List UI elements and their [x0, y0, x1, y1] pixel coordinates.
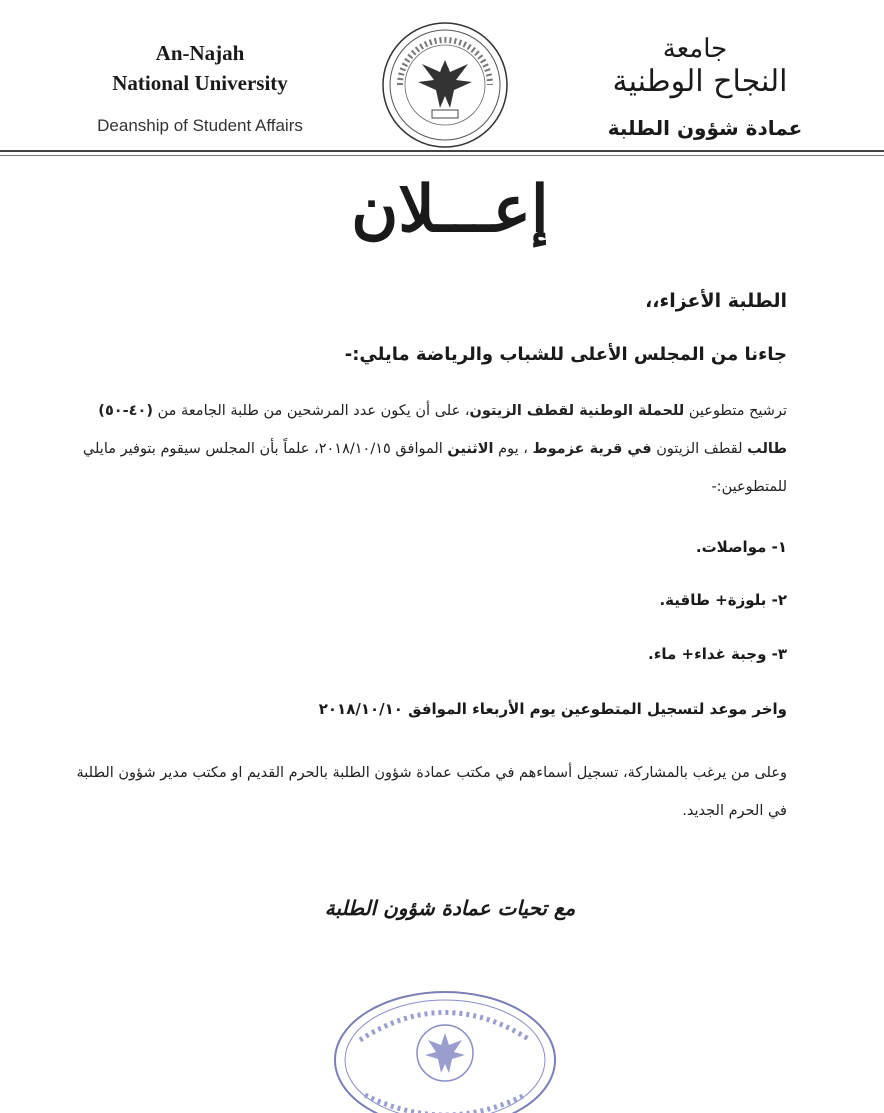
paragraph-text: الموافق ٢٠١٨/١٠/١٥، علماً بأن المجلس سيقوم بتوفير مايلي للمتطوعين:-	[82, 441, 787, 495]
village-name: في قرية عزموط	[532, 441, 652, 457]
paragraph-text: ، على أن يكون عدد المرشحين من طلبة الجامعة من	[153, 403, 470, 419]
department-name-en: Deanship of Student Affairs	[97, 116, 303, 135]
header-divider	[0, 150, 884, 152]
list-item: ١- مواصلات.	[695, 538, 787, 556]
registration-deadline: واخر موعد لتسجيل المتطوعين يوم الأربعاء الموافق ٢٠١٨/١٠/١٠	[318, 700, 787, 718]
source-line: جاءنا من المجلس الأعلى للشباب والرياضة مايلي:-	[344, 344, 787, 365]
header-divider-thin	[0, 155, 884, 156]
university-name-en-line1: An-Najah	[155, 41, 245, 65]
campaign-name: للحملة الوطنية لقطف الزيتون	[469, 403, 685, 419]
event-day: الاثنين	[447, 441, 494, 457]
paragraph-text: ، يوم	[493, 441, 533, 457]
university-name-ar-line1: جامعة	[662, 34, 728, 64]
registration-paragraph: وعلى من يرغب بالمشاركة، تسجيل أسماءهم في مكتب عمادة شؤون الطلبة بالحرم القديم او مكتب مدير شؤون الطلبة في الحرم الجديد.	[76, 765, 787, 819]
list-item: ٣- وجبة غداء+ ماء.	[648, 645, 787, 663]
closing-regards: مع تحيات عمادة شؤون الطلبة	[324, 896, 576, 920]
student-count: (٤٠-٥٠) طالب	[98, 403, 787, 457]
department-name-ar: عمادة شؤون الطلبة	[607, 116, 803, 140]
university-name-ar-line2: النجاح الوطنية	[612, 64, 788, 99]
paragraph-text: لقطف الزيتون	[651, 441, 748, 457]
university-seal-icon	[380, 20, 510, 150]
list-item: ٢- بلوزة+ طاقية.	[659, 591, 787, 609]
greeting: الطلبة الأعزاء،،	[645, 290, 787, 312]
announcement-paragraph	[57, 392, 787, 506]
paragraph-text: ترشيح متطوعين	[684, 403, 787, 419]
university-name-en-line2: National University	[112, 71, 288, 95]
page-title: إعـــلان	[351, 172, 549, 247]
official-stamp-icon	[330, 985, 560, 1113]
